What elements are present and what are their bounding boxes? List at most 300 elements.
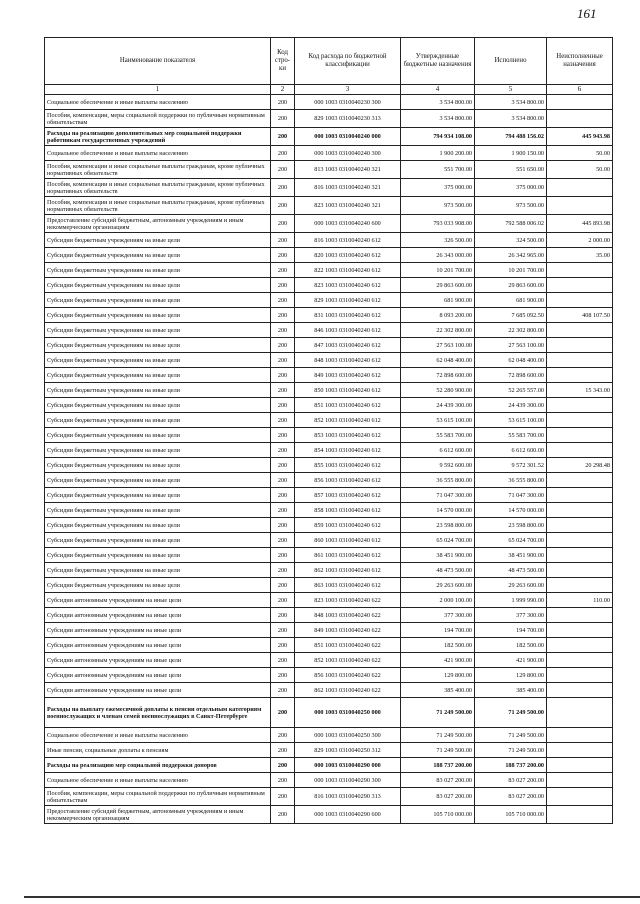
budget-execution-table [44,37,613,824]
row-line-code: 200 [271,698,295,728]
row-unexecuted [547,278,613,293]
row-approved: 52 280 900.00 [401,383,475,398]
row-name: Субсидии бюджетным учреждениям на иные цели [45,293,271,308]
row-budget-code: 856 1003 0310040240 612 [295,473,401,488]
table-row [45,578,613,593]
row-executed: 55 583 700.00 [475,428,547,443]
row-name: Субсидии бюджетным учреждениям на иные цели [45,233,271,248]
row-approved: 71 249 500.00 [401,743,475,758]
table-row [45,683,613,698]
row-approved: 27 563 100.00 [401,338,475,353]
row-executed: 26 342 965.00 [475,248,547,263]
row-budget-code: 846 1003 0310040240 612 [295,323,401,338]
row-executed: 377 300.00 [475,608,547,623]
row-line-code: 200 [271,293,295,308]
row-approved: 71 047 300.00 [401,488,475,503]
row-budget-code: 852 1003 0310040240 622 [295,653,401,668]
row-approved: 65 024 700.00 [401,533,475,548]
table-header-row [45,38,613,85]
table-row [45,503,613,518]
row-line-code: 200 [271,110,295,128]
row-unexecuted: 35.00 [547,248,613,263]
table-row [45,179,613,197]
row-line-code: 200 [271,743,295,758]
row-executed: 385 400.00 [475,683,547,698]
row-approved: 26 343 000.00 [401,248,475,263]
row-unexecuted [547,653,613,668]
row-budget-code: 822 1003 0310040240 612 [295,263,401,278]
row-unexecuted [547,608,613,623]
row-budget-code: 856 1003 0310040240 622 [295,668,401,683]
row-executed: 105 710 000.00 [475,806,547,824]
row-executed: 36 555 800.00 [475,473,547,488]
row-executed: 194 700.00 [475,623,547,638]
row-line-code: 200 [271,215,295,233]
row-executed: 792 588 006.02 [475,215,547,233]
col-number: 5 [475,85,547,95]
row-unexecuted [547,563,613,578]
table-row [45,533,613,548]
row-name: Субсидии бюджетным учреждениям на иные цели [45,488,271,503]
col-number: 2 [271,85,295,95]
row-unexecuted [547,353,613,368]
row-line-code: 200 [271,653,295,668]
page-number: 161 [577,6,597,21]
row-budget-code: 829 1003 0310040240 612 [295,293,401,308]
row-budget-code: 851 1003 0310040240 622 [295,638,401,653]
row-name: Субсидии автономным учреждениям на иные цели [45,608,271,623]
row-budget-code: 848 1003 0310040240 612 [295,353,401,368]
table-row [45,413,613,428]
row-name: Субсидии бюджетным учреждениям на иные цели [45,563,271,578]
row-name: Субсидии бюджетным учреждениям на иные цели [45,338,271,353]
row-budget-code: 829 1003 0310040250 312 [295,743,401,758]
row-line-code: 200 [271,95,295,110]
row-budget-code: 848 1003 0310040240 622 [295,608,401,623]
row-approved: 71 249 500.00 [401,728,475,743]
row-unexecuted [547,728,613,743]
row-budget-code: 820 1003 0310040240 612 [295,248,401,263]
row-name: Субсидии бюджетным учреждениям на иные цели [45,533,271,548]
row-line-code: 200 [271,248,295,263]
row-approved: 375 000.00 [401,179,475,197]
row-name: Субсидии автономным учреждениям на иные цели [45,638,271,653]
row-line-code: 200 [271,128,295,146]
row-unexecuted [547,179,613,197]
row-unexecuted [547,773,613,788]
row-executed: 71 249 500.00 [475,698,547,728]
col-number: 1 [45,85,271,95]
row-unexecuted [547,428,613,443]
row-name: Субсидии бюджетным учреждениям на иные цели [45,458,271,473]
table-row [45,743,613,758]
row-approved: 55 583 700.00 [401,428,475,443]
row-approved: 188 737 200.00 [401,758,475,773]
row-name: Пособия, компенсации, меры социальной поддержки по публичным нормативным обязательствам [45,788,271,806]
table-row [45,278,613,293]
row-approved: 48 473 500.00 [401,563,475,578]
row-unexecuted [547,698,613,728]
table-row [45,638,613,653]
row-executed: 324 500.00 [475,233,547,248]
row-unexecuted: 50.00 [547,161,613,179]
row-approved: 53 615 100.00 [401,413,475,428]
row-budget-code: 000 1003 0310040240 600 [295,215,401,233]
row-approved: 973 500.00 [401,197,475,215]
row-line-code: 200 [271,323,295,338]
row-executed: 1 999 990.00 [475,593,547,608]
row-name: Субсидии бюджетным учреждениям на иные цели [45,308,271,323]
row-unexecuted: 50.00 [547,146,613,161]
row-executed: 71 249 500.00 [475,743,547,758]
row-executed: 48 473 500.00 [475,563,547,578]
row-name: Субсидии бюджетным учреждениям на иные цели [45,518,271,533]
row-budget-code: 000 1003 0310040250 300 [295,728,401,743]
row-approved: 551 700.00 [401,161,475,179]
row-executed: 71 047 300.00 [475,488,547,503]
table-row [45,728,613,743]
row-executed: 1 900 150.00 [475,146,547,161]
row-budget-code: 857 1003 0310040240 612 [295,488,401,503]
row-name: Предоставление субсидий бюджетным, автономным учреждениям и иным некоммерческим организациям [45,806,271,824]
row-budget-code: 849 1003 0310040240 612 [295,368,401,383]
row-budget-code: 851 1003 0310040240 612 [295,398,401,413]
row-approved: 71 249 500.00 [401,698,475,728]
row-executed: 421 900.00 [475,653,547,668]
row-executed: 7 685 092.50 [475,308,547,323]
row-budget-code: 862 1003 0310040240 612 [295,563,401,578]
table-row [45,806,613,824]
row-unexecuted [547,623,613,638]
table-row [45,623,613,638]
row-approved: 3 534 800.00 [401,110,475,128]
table-row [45,443,613,458]
header-line-code: Код стро-ки [271,38,295,85]
row-unexecuted [547,758,613,773]
row-approved: 182 500.00 [401,638,475,653]
row-budget-code: 859 1003 0310040240 612 [295,518,401,533]
row-executed: 3 534 800.00 [475,95,547,110]
table-row [45,653,613,668]
row-name: Субсидии бюджетным учреждениям на иные цели [45,578,271,593]
row-executed: 681 900.00 [475,293,547,308]
row-name: Социальное обеспечение и иные выплаты населению [45,728,271,743]
row-line-code: 200 [271,668,295,683]
page-bottom-divider [24,896,640,898]
row-executed: 27 563 100.00 [475,338,547,353]
row-name: Субсидии бюджетным учреждениям на иные цели [45,248,271,263]
row-name: Социальное обеспечение и иные выплаты населению [45,773,271,788]
row-executed: 24 439 300.00 [475,398,547,413]
row-approved: 72 898 600.00 [401,368,475,383]
row-executed: 14 570 000.00 [475,503,547,518]
row-name: Субсидии бюджетным учреждениям на иные цели [45,383,271,398]
header-budget-code: Код расхода по бюджетной классификации [295,38,401,85]
row-line-code: 200 [271,353,295,368]
table-row [45,788,613,806]
row-unexecuted: 2 000.00 [547,233,613,248]
row-name: Субсидии бюджетным учреждениям на иные цели [45,278,271,293]
row-approved: 326 500.00 [401,233,475,248]
row-budget-code: 000 1003 0310040290 600 [295,806,401,824]
row-line-code: 200 [271,533,295,548]
header-approved: Утвержденные бюджетные назначения [401,38,475,85]
row-approved: 23 598 800.00 [401,518,475,533]
row-unexecuted [547,368,613,383]
row-line-code: 200 [271,503,295,518]
table-row [45,353,613,368]
row-unexecuted: 20 298.48 [547,458,613,473]
row-line-code: 200 [271,308,295,323]
header-executed: Исполнено [475,38,547,85]
row-line-code: 200 [271,623,295,638]
row-name: Предоставление субсидий бюджетным, автономным учреждениям и иным некоммерческим организациям [45,215,271,233]
row-unexecuted [547,638,613,653]
row-budget-code: 813 1003 0310040240 321 [295,161,401,179]
row-budget-code: 850 1003 0310040240 612 [295,383,401,398]
table-row [45,368,613,383]
row-name: Субсидии бюджетным учреждениям на иные цели [45,263,271,278]
row-executed: 551 650.00 [475,161,547,179]
row-name: Субсидии автономным учреждениям на иные цели [45,668,271,683]
row-line-code: 200 [271,773,295,788]
row-approved: 377 300.00 [401,608,475,623]
table-row [45,563,613,578]
row-approved: 194 700.00 [401,623,475,638]
table-row [45,758,613,773]
row-unexecuted [547,338,613,353]
row-unexecuted: 408 107.50 [547,308,613,323]
table-row [45,146,613,161]
table-row [45,773,613,788]
row-approved: 24 439 300.00 [401,398,475,413]
row-line-code: 200 [271,518,295,533]
row-unexecuted [547,548,613,563]
row-name: Субсидии бюджетным учреждениям на иные цели [45,323,271,338]
header-name: Наименование показателя [45,38,271,85]
row-executed: 182 500.00 [475,638,547,653]
row-name: Субсидии бюджетным учреждениям на иные цели [45,353,271,368]
table-row [45,110,613,128]
row-executed: 794 488 156.02 [475,128,547,146]
row-line-code: 200 [271,788,295,806]
row-executed: 53 615 100.00 [475,413,547,428]
row-executed: 3 534 800.00 [475,110,547,128]
row-name: Пособия, компенсации и иные социальные выплаты гражданам, кроме публичных нормативных обязательств [45,179,271,197]
row-executed: 72 898 600.00 [475,368,547,383]
row-name: Субсидии бюджетным учреждениям на иные цели [45,398,271,413]
row-approved: 9 592 600.00 [401,458,475,473]
row-executed: 52 265 557.00 [475,383,547,398]
col-number: 3 [295,85,401,95]
row-name: Субсидии бюджетным учреждениям на иные цели [45,473,271,488]
row-budget-code: 847 1003 0310040240 612 [295,338,401,353]
row-approved: 38 451 900.00 [401,548,475,563]
row-budget-code: 853 1003 0310040240 612 [295,428,401,443]
row-unexecuted: 110.00 [547,593,613,608]
row-line-code: 200 [271,473,295,488]
row-budget-code: 816 1003 0310040240 321 [295,179,401,197]
row-executed: 10 201 700.00 [475,263,547,278]
row-unexecuted: 445 893.98 [547,215,613,233]
row-approved: 421 900.00 [401,653,475,668]
row-line-code: 200 [271,638,295,653]
row-approved: 3 534 800.00 [401,95,475,110]
table-row [45,323,613,338]
table-row [45,488,613,503]
row-budget-code: 829 1003 0310040230 313 [295,110,401,128]
row-budget-code: 823 1003 0310040240 612 [295,278,401,293]
row-line-code: 200 [271,488,295,503]
table-row [45,608,613,623]
row-name: Субсидии автономным учреждениям на иные цели [45,653,271,668]
row-line-code: 200 [271,398,295,413]
table-row [45,161,613,179]
row-line-code: 200 [271,593,295,608]
row-name: Расходы на выплату ежемесячной доплаты к пенсии отдельным категориям военнослужащих и членам семей военнослужащих в Санкт-Петербурге [45,698,271,728]
table-row [45,548,613,563]
row-executed: 65 024 700.00 [475,533,547,548]
row-approved: 793 033 908.00 [401,215,475,233]
table-row [45,428,613,443]
table-row [45,128,613,146]
row-approved: 8 093 200.00 [401,308,475,323]
row-name: Субсидии бюджетным учреждениям на иные цели [45,428,271,443]
row-unexecuted [547,788,613,806]
row-approved: 83 027 200.00 [401,788,475,806]
row-approved: 36 555 800.00 [401,473,475,488]
row-budget-code: 849 1003 0310040240 622 [295,623,401,638]
row-executed: 29 863 600.00 [475,278,547,293]
row-unexecuted [547,293,613,308]
row-line-code: 200 [271,413,295,428]
row-unexecuted [547,683,613,698]
table-row [45,308,613,323]
row-name: Пособия, компенсации и иные социальные выплаты гражданам, кроме публичных нормативных обязательств [45,197,271,215]
row-unexecuted [547,443,613,458]
row-line-code: 200 [271,806,295,824]
row-unexecuted: 445 943.98 [547,128,613,146]
row-approved: 129 800.00 [401,668,475,683]
row-approved: 385 400.00 [401,683,475,698]
row-budget-code: 000 1003 0310040240 000 [295,128,401,146]
row-approved: 681 900.00 [401,293,475,308]
row-unexecuted [547,263,613,278]
row-approved: 105 710 000.00 [401,806,475,824]
row-line-code: 200 [271,683,295,698]
row-unexecuted [547,743,613,758]
col-number: 6 [547,85,613,95]
row-executed: 375 000.00 [475,179,547,197]
row-line-code: 200 [271,608,295,623]
row-line-code: 200 [271,368,295,383]
row-executed: 973 500.00 [475,197,547,215]
row-name: Субсидии бюджетным учреждениям на иные цели [45,548,271,563]
row-executed: 38 451 900.00 [475,548,547,563]
row-line-code: 200 [271,338,295,353]
row-line-code: 200 [271,263,295,278]
row-budget-code: 000 1003 0310040290 000 [295,758,401,773]
row-line-code: 200 [271,233,295,248]
row-name: Социальное обеспечение и иные выплаты населению [45,95,271,110]
row-budget-code: 854 1003 0310040240 612 [295,443,401,458]
row-name: Расходы на реализацию дополнительных мер социальной поддержки работникам государственных учреждений [45,128,271,146]
row-budget-code: 862 1003 0310040240 622 [295,683,401,698]
row-executed: 6 612 600.00 [475,443,547,458]
row-unexecuted [547,503,613,518]
row-approved: 794 934 108.00 [401,128,475,146]
row-unexecuted [547,413,613,428]
row-line-code: 200 [271,458,295,473]
row-line-code: 200 [271,563,295,578]
table-row [45,215,613,233]
row-name: Пособия, компенсации, меры социальной поддержки по публичным нормативным обязательствам [45,110,271,128]
row-executed: 83 027 200.00 [475,788,547,806]
row-budget-code: 816 1003 0310040290 313 [295,788,401,806]
row-unexecuted [547,518,613,533]
row-budget-code: 000 1003 0310040290 300 [295,773,401,788]
row-unexecuted [547,197,613,215]
row-unexecuted [547,578,613,593]
row-executed: 188 737 200.00 [475,758,547,773]
table-row [45,593,613,608]
table-row [45,458,613,473]
row-unexecuted [547,95,613,110]
row-unexecuted [547,488,613,503]
row-line-code: 200 [271,728,295,743]
row-budget-code: 860 1003 0310040240 612 [295,533,401,548]
table-row [45,263,613,278]
row-name: Субсидии автономным учреждениям на иные цели [45,593,271,608]
row-line-code: 200 [271,428,295,443]
row-line-code: 200 [271,548,295,563]
row-executed: 9 572 301.52 [475,458,547,473]
row-unexecuted [547,110,613,128]
row-unexecuted: 15 343.00 [547,383,613,398]
table-row [45,95,613,110]
row-budget-code: 823 1003 0310040240 622 [295,593,401,608]
row-unexecuted [547,668,613,683]
row-approved: 1 900 200.00 [401,146,475,161]
row-executed: 29 263 600.00 [475,578,547,593]
row-budget-code: 000 1003 0310040230 300 [295,95,401,110]
row-approved: 29 263 600.00 [401,578,475,593]
row-name: Субсидии бюджетным учреждениям на иные цели [45,413,271,428]
col-number: 4 [401,85,475,95]
row-line-code: 200 [271,146,295,161]
row-budget-code: 852 1003 0310040240 612 [295,413,401,428]
table-row [45,293,613,308]
row-approved: 83 027 200.00 [401,773,475,788]
table-row [45,668,613,683]
row-name: Расходы на реализацию мер социальной поддержки доноров [45,758,271,773]
row-budget-code: 000 1003 0310040240 300 [295,146,401,161]
row-executed: 22 302 800.00 [475,323,547,338]
row-budget-code: 855 1003 0310040240 612 [295,458,401,473]
row-line-code: 200 [271,197,295,215]
row-line-code: 200 [271,443,295,458]
row-executed: 71 249 500.00 [475,728,547,743]
column-number-row [45,85,613,95]
row-line-code: 200 [271,758,295,773]
row-executed: 83 027 200.00 [475,773,547,788]
row-approved: 6 612 600.00 [401,443,475,458]
row-unexecuted [547,398,613,413]
row-approved: 62 048 400.00 [401,353,475,368]
row-budget-code: 863 1003 0310040240 612 [295,578,401,593]
table-row [45,698,613,728]
table-row [45,518,613,533]
